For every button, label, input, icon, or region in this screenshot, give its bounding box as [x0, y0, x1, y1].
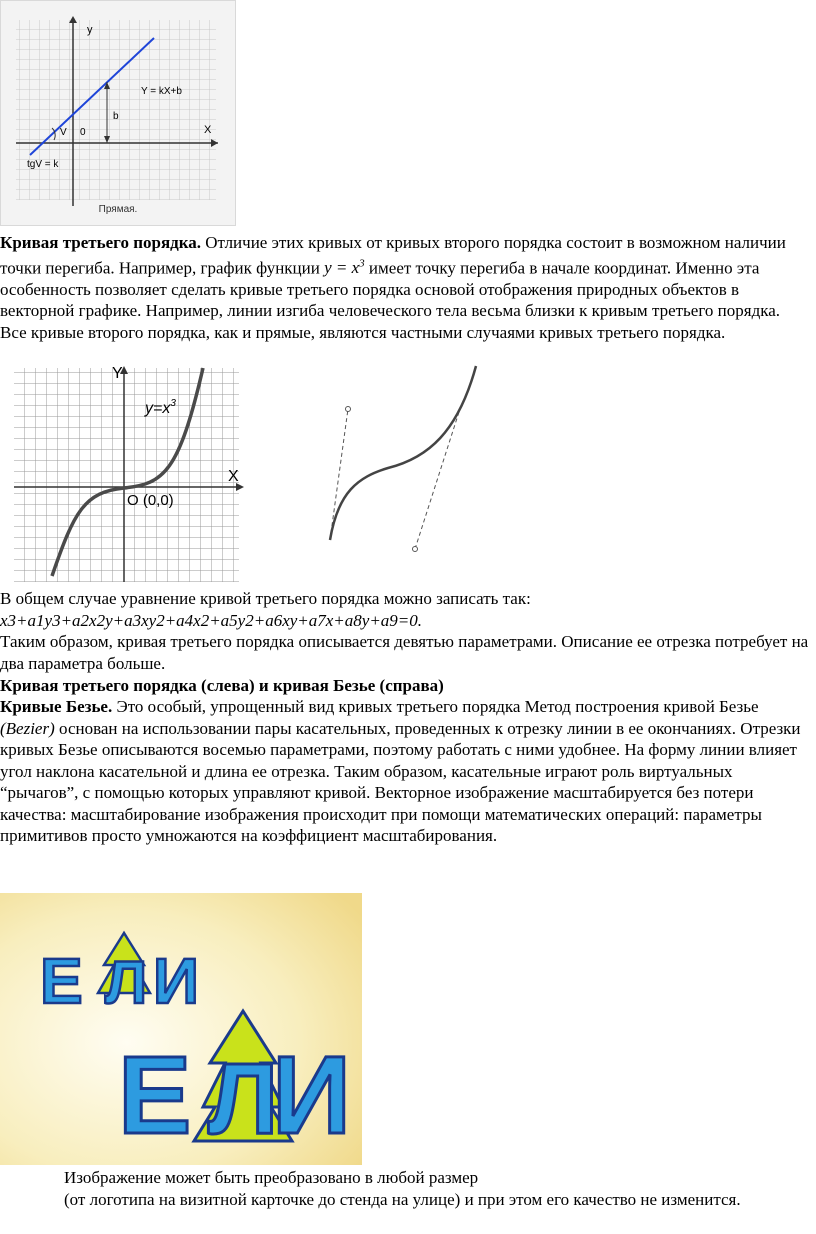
- section-heading: Кривая третьего порядка (слева) и кривая Безье (справа): [0, 676, 444, 695]
- paragraph-title: Кривая третьего порядка.: [0, 233, 202, 252]
- paragraph-cubic-curve: [0, 232, 810, 343]
- origin-label: 0: [80, 127, 86, 138]
- svg-text:Е: Е: [40, 945, 83, 1017]
- y-axis-label: y: [87, 24, 93, 36]
- paragraph-bezier: [0, 696, 810, 847]
- bezier-term: (Bezier): [0, 718, 55, 738]
- cubic-figure: [14, 362, 250, 582]
- bezier-figure: [318, 362, 488, 562]
- angle-label: V: [60, 127, 67, 138]
- y-axis-label: Y: [112, 365, 123, 382]
- tangent-left: [330, 409, 348, 540]
- paragraph-text: Отличие этих кривых от кривых второго порядка состоит в возможном наличии точки перегиба. Например, график функции: [0, 233, 786, 278]
- equation: x3+a1y3+a2x2y+a3xy2+a4x2+a5y2+a6xy+a7x+a8y+a9=0.: [0, 610, 423, 630]
- b-label: b: [113, 111, 119, 122]
- x-axis-label: X: [204, 124, 212, 136]
- control-point: [413, 547, 418, 552]
- svg-text:Е: Е: [118, 1034, 192, 1157]
- line-graph: [0, 0, 236, 226]
- caption-line: (от логотипа на визитной карточке до стенда на улице) и при этом его качество не изменится.: [64, 1189, 741, 1209]
- image-caption: [64, 1167, 784, 1210]
- paragraph-title: Кривые Безье.: [0, 697, 113, 716]
- paragraph-text: Таким образом, кривая третьего порядка описывается девятью параметрами. Описание ее отрезка потребует на два параметра больше.: [0, 632, 809, 673]
- x-axis-label: X: [228, 468, 239, 485]
- paragraph-text-rest: основан на использовании пары касательных, проведенных к отрезку линии в ее окончаниях. Отрезки кривых Безье описываются восемью параметрами, поэтому работать с ними удобнее. На форму линии влияет угол наклона касательной и длина ее отрезка. Таким образом, касательные играют роль виртуальных “рычагов”, с помощью которых управляют кривой. Векторное изображение масштабируется без потери качества: масштабирование изображения происходит при помощи математических операций: параметры примитивов просто умножаются на коэффициент масштабирования.: [0, 718, 801, 845]
- logo-small: [40, 933, 199, 1017]
- bezier-curve: [330, 366, 476, 540]
- svg-text:Л: Л: [208, 1043, 279, 1155]
- tangent-label: tgV = k: [27, 159, 59, 170]
- function-label: $y=x^3$: [145, 398, 176, 417]
- cubic-graph: [14, 362, 250, 582]
- caption-line: Изображение может быть преобразовано в любой размер: [64, 1168, 479, 1187]
- paragraph-text-rest: имеет точку перегиба в начале координат. Именно эта особенность позволяет сделать кривые третьего порядка основой отображения природных объектов в векторной графике. Например, линии изгиба человеческого тела весьма близки к кривым третьего порядка. Все кривые второго порядка, как и прямые, являются частными случаями кривых третьего порядка.: [0, 258, 781, 342]
- line-figure: [0, 0, 236, 226]
- tangent-right: [415, 412, 459, 549]
- grid: [16, 20, 216, 200]
- grid: [14, 368, 239, 582]
- control-point: [346, 407, 351, 412]
- svg-text:И: И: [153, 945, 199, 1017]
- origin-label: O (0,0): [127, 492, 174, 509]
- bezier-graph: [318, 362, 488, 562]
- paragraph-text: В общем случае уравнение кривой третьего порядка можно записать так:: [0, 589, 531, 608]
- logo-image: [0, 893, 362, 1165]
- paragraph-general-equation: [0, 588, 810, 674]
- logo-graphic: [0, 893, 362, 1165]
- paragraph-text: Это особый, упрощенный вид кривых третьего порядка Метод построения кривой Безье: [116, 697, 759, 716]
- formula: $y = x^3$: [324, 257, 365, 278]
- svg-text:Л: Л: [105, 949, 148, 1016]
- svg-text:И: И: [272, 1034, 352, 1157]
- line-figure-caption: Прямая.: [98, 204, 138, 215]
- line-equation: Y = kX+b: [141, 86, 182, 97]
